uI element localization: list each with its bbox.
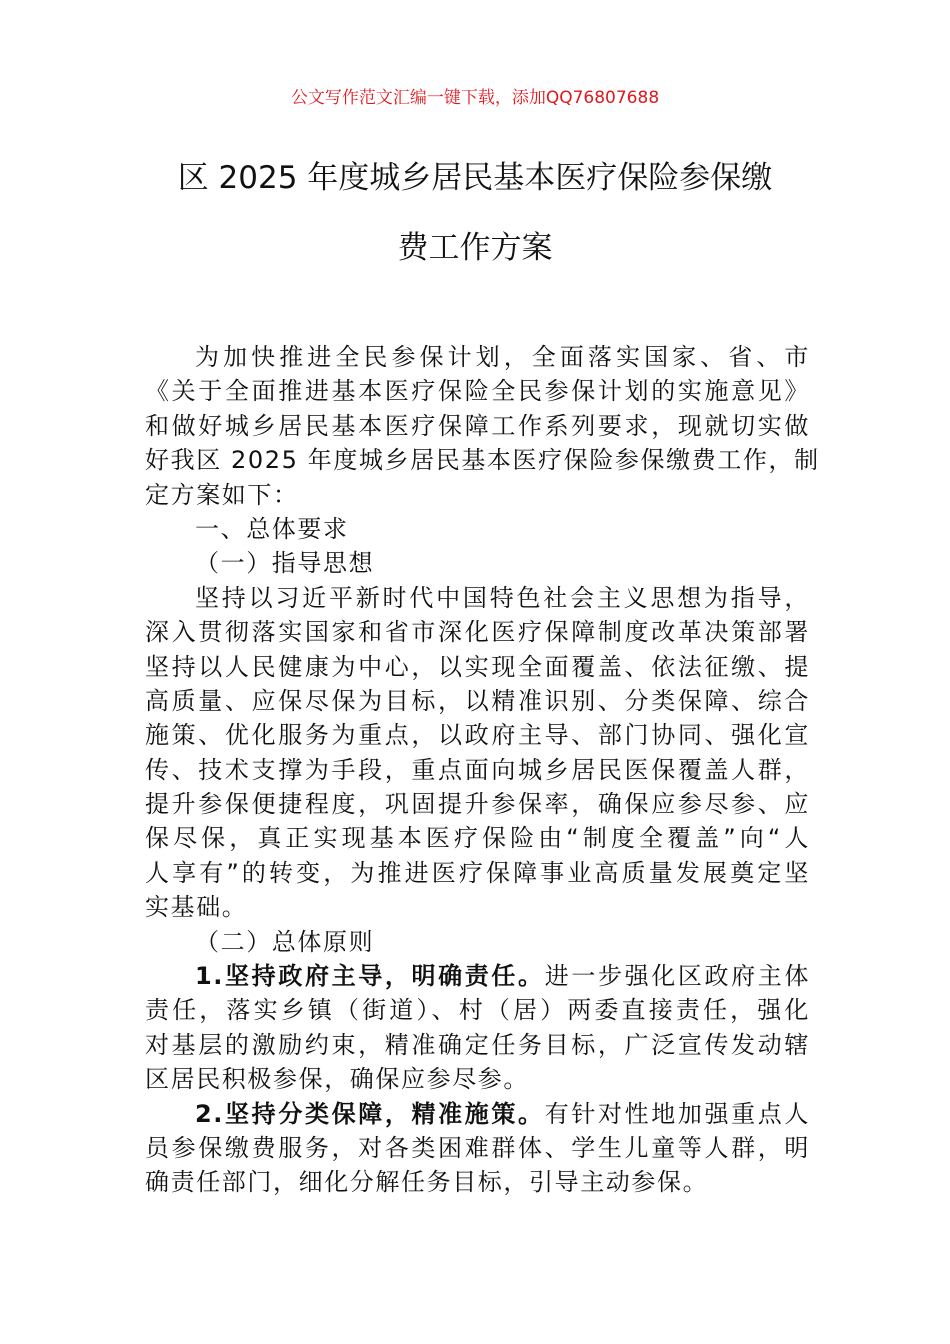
principle-1-line: 责任，落实乡镇（街道）、村（居）两委直接责任，强化 bbox=[145, 996, 810, 1025]
document-title-line-2: 费工作方案 bbox=[397, 230, 553, 266]
paragraph-guiding-line: 坚持以习近平新时代中国特色社会主义思想为指导， bbox=[195, 583, 810, 612]
paragraph-guiding-line: 提升参保便捷程度，巩固提升参保率，确保应参尽参、应 bbox=[145, 790, 810, 819]
paragraph-guiding-line: 坚持以人民健康为中心，以实现全面覆盖、依法征缴、提 bbox=[145, 652, 810, 681]
paragraph-guiding-line: 高质量、应保尽保为目标，以精准识别、分类保障、综合 bbox=[145, 686, 810, 715]
paragraph-guiding-line: 传、技术支撑为手段，重点面向城乡居民医保覆盖人群， bbox=[145, 755, 810, 784]
paragraph-guiding-line: 深入贯彻落实国家和省市深化医疗保障制度改革决策部署 bbox=[145, 618, 810, 647]
paragraph-intro-line: 好我区 2025 年度城乡居民基本医疗保险参保缴费工作，制 bbox=[145, 446, 820, 475]
paragraph-intro-line: 《关于全面推进基本医疗保险全民参保计划的实施意见》 bbox=[145, 377, 810, 406]
section-heading-1: 一、总体要求 bbox=[195, 514, 349, 543]
principle-2-text: 有针对性地加强重点人 bbox=[544, 1099, 811, 1128]
principle-2-line: 确责任部门，细化分解任务目标，引导主动参保。 bbox=[145, 1168, 709, 1197]
paragraph-intro-line: 定方案如下： bbox=[145, 480, 299, 509]
paragraph-guiding-line: 人享有”的转变，为推进医疗保障事业高质量发展奠定坚 bbox=[145, 858, 810, 887]
subsection-heading-principles: （二）总体原则 bbox=[195, 927, 375, 956]
principle-2-line bbox=[145, 1097, 810, 1131]
principle-1-heading: 1.坚持政府主导，明确责任。 bbox=[195, 962, 545, 991]
document-title-line-1: 区 2025 年度城乡居民基本医疗保险参保缴 bbox=[177, 160, 773, 196]
subsection-heading-guiding-thought: （一）指导思想 bbox=[195, 549, 375, 578]
document-body bbox=[145, 340, 820, 1200]
paragraph-intro-line: 和做好城乡居民基本医疗保障工作系列要求，现就切实做 bbox=[145, 411, 810, 440]
principle-1-line bbox=[145, 959, 810, 993]
download-banner: 公文写作范文汇编一键下载，添加QQ76807688 bbox=[290, 88, 660, 108]
paragraph-guiding-line: 保尽保，真正实现基本医疗保险由“制度全覆盖”向“人 bbox=[145, 824, 810, 853]
paragraph-intro-line: 为加快推进全民参保计划，全面落实国家、省、市 bbox=[195, 343, 810, 371]
principle-1-line: 对基层的激励约束，精准确定任务目标，广泛宣传发动辖 bbox=[145, 1030, 810, 1059]
paragraph-guiding-line: 实基础。 bbox=[145, 893, 248, 922]
principle-1-line: 区居民积极参保，确保应参尽参。 bbox=[145, 1065, 529, 1094]
principle-2-line: 员参保缴费服务，对各类困难群体、学生儿童等人群，明 bbox=[145, 1133, 810, 1162]
principle-1-text: 进一步强化区政府主体 bbox=[544, 962, 811, 991]
paragraph-guiding-line: 施策、优化服务为重点，以政府主导、部门协同、强化宣 bbox=[145, 721, 810, 750]
principle-2-heading: 2.坚持分类保障，精准施策。 bbox=[195, 1099, 545, 1128]
